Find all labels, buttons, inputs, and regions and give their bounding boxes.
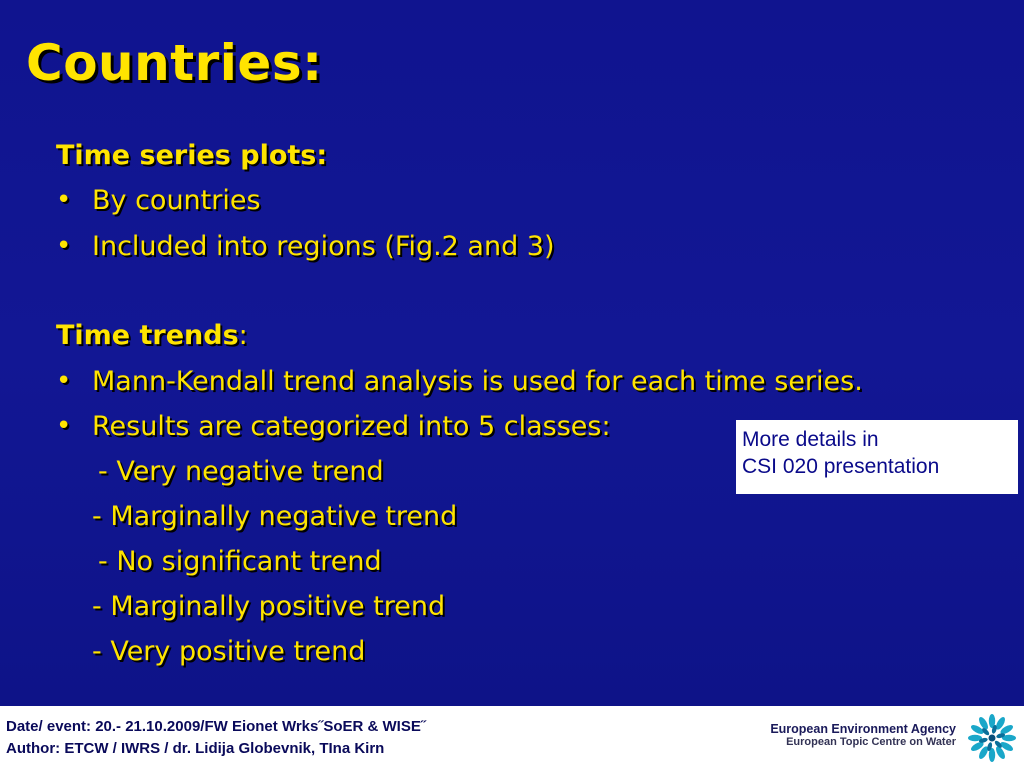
- eea-wordmark: [770, 722, 956, 748]
- bullet-marker: •: [56, 231, 72, 261]
- bullet-marker: •: [56, 411, 72, 441]
- class-very-positive: - Very positive trend: [92, 636, 366, 667]
- bullet-marker: •: [56, 185, 72, 215]
- footer-date-event: Date/ event: 20.- 21.10.2009/FW Eionet Wrks˝SoER & WISE˝: [6, 718, 426, 735]
- slide-title: Countries:: [26, 34, 323, 92]
- eea-name: European Environment Agency: [770, 722, 956, 736]
- section-heading-time-trends: [56, 320, 248, 352]
- time-trends-heading-text: Time trends: [56, 320, 239, 351]
- footer-text: [6, 716, 426, 760]
- eea-logo-icon: [966, 712, 1018, 764]
- class-marginally-positive: - Marginally positive trend: [92, 591, 446, 622]
- footer-author: Author: ETCW / IWRS / dr. Lidija Globevnik, TIna Kirn: [6, 740, 385, 757]
- time-trends-colon: :: [238, 320, 248, 351]
- bullet-by-countries: By countries: [92, 185, 261, 216]
- callout-line-2: CSI 020 presentation: [742, 455, 940, 479]
- details-callout: [736, 420, 1018, 494]
- class-very-negative: - Very negative trend: [98, 456, 384, 487]
- etc-water-name: European Topic Centre on Water: [786, 736, 956, 748]
- section-heading-time-series: Time series plots:: [56, 140, 328, 171]
- callout-line-1: More details in: [742, 428, 879, 451]
- bullet-included-regions: Included into regions (Fig.2 and 3): [92, 231, 555, 262]
- class-marginally-negative: - Marginally negative trend: [92, 501, 458, 532]
- bullet-mann-kendall: Mann-Kendall trend analysis is used for each time series.: [92, 366, 863, 397]
- class-no-significant: - No significant trend: [98, 546, 382, 577]
- footer: [0, 706, 1024, 768]
- bullet-five-classes: Results are categorized into 5 classes:: [92, 411, 611, 442]
- bullet-marker: •: [56, 366, 72, 396]
